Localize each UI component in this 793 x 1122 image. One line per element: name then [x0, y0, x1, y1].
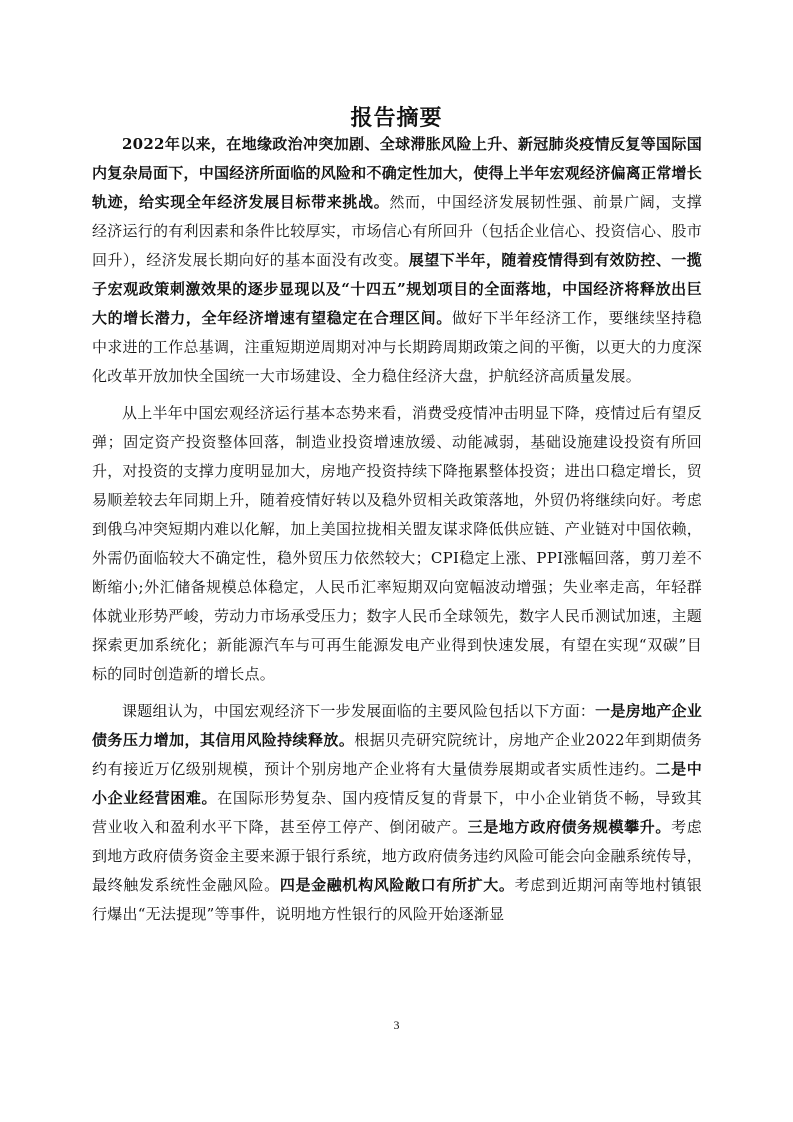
- text-segment: 考虑到近期河南等地村镇银行爆出“无法提现”等事件，说明地方性银行的风险开始逐渐显: [92, 876, 702, 923]
- text-segment: 从上半年中国宏观经济运行基本态势来看，消费受疫情冲击明显下降，疫情过后有望反弹；固定资产投资整体回落，制造业投资增速放缓、动能减弱，基础设施建设投资有所回升，对投资的支撑力度明显加大，房地产投资持续下降拖累整体投资；进出口稳定增长，贸易顺差较去年同期上升，随着疫情好转以及稳外贸相关政策落地，外贸仍将继续向好。考虑到俄乌冲突短期内难以化解，加上美国拉拢相关盟友谋求降低供应链、产业链对中国依赖，外需仍面临较大不确定性，稳外贸压力依然较大；CPI稳定上涨、PPI涨幅回落，剪刀差不断缩小;外汇储备规模总体稳定，人民币汇率短期双向宽幅波动增强；失业率走高，年轻群体就业形势严峻，劳动力市场承受压力；数字人民币全球领先，数字人民币测试加速，主题探索更加系统化；新能源汽车与可再生能源发电产业得到快速发展，有望在实现“双碳”目标的同时创造新的增长点。: [92, 404, 703, 683]
- text-segment: 根据贝壳研究院统计，房地产企业2022年到期债务约有接近万亿级别规模，预计个别房地产企业将有大量债券展期或者实质性违约。: [92, 731, 702, 778]
- text-segment: 展望下半年，随着疫情得到有效防控、一揽子宏观政策刺激效果的逐步显现以及“十四五”规划项目的全面落地，中国经济将释放出巨大的增长潜力，全年经济增速有望稳定在合理区间。: [92, 251, 702, 327]
- text-segment: 2022年以来，在地缘政治冲突加剧、全球滞胀风险上升、新冠肺炎疫情反复等国际国内复杂局面下，中国经济所面临的风险和不确定性加大，使得上半年宏观经济偏离正常增长轨迹，给实现全年经济发展目标带来挑战。: [92, 135, 703, 211]
- summary-paragraph: [92, 399, 702, 689]
- report-title: 报告摘要: [350, 105, 443, 131]
- text-segment: 三是地方政府债务规模攀升。: [467, 818, 672, 836]
- text-segment: 考虑到地方政府债务资金主要来源于银行系统，地方政府债务违约风险可能会向金融系统传导，最终触发系统性金融风险。: [92, 818, 703, 894]
- text-segment: 然而，中国经济发展韧性强、前景广阔，支撑经济运行的有利因素和条件比较厚实，市场信心有所回升（包括企业信心、投资信心、股市回升），经济发展长期向好的基本面没有改变。: [92, 193, 703, 269]
- summary-paragraph: [92, 697, 702, 929]
- text-segment: 在国际形势复杂、国内疫情反复的背景下，中小企业销货不畅，导致其营业收入和盈利水平下降，甚至停工停产、倒闭破产。: [92, 789, 702, 836]
- text-segment: 课题组认为，中国宏观经济下一步发展面临的主要风险包括以下方面：: [122, 702, 596, 720]
- text-segment: 做好下半年经济工作，要继续坚持稳中求进的工作总基调，注重短期逆周期对冲与长期跨周期政策之间的平衡，以更大的力度深化改革开放加快全国统一大市场建设、全力稳住经济大盘，护航经济高质量发展。: [92, 309, 703, 385]
- report-body: [92, 130, 702, 937]
- text-segment: 二是中小企业经营困难。: [92, 760, 702, 807]
- page-number: 3: [393, 1018, 400, 1032]
- text-segment: 四是金融机构风险敞口有所扩大。: [279, 876, 515, 894]
- text-segment: 一是房地产企业债务压力增加，其信用风险持续释放。: [92, 702, 702, 749]
- summary-paragraph: [92, 130, 702, 391]
